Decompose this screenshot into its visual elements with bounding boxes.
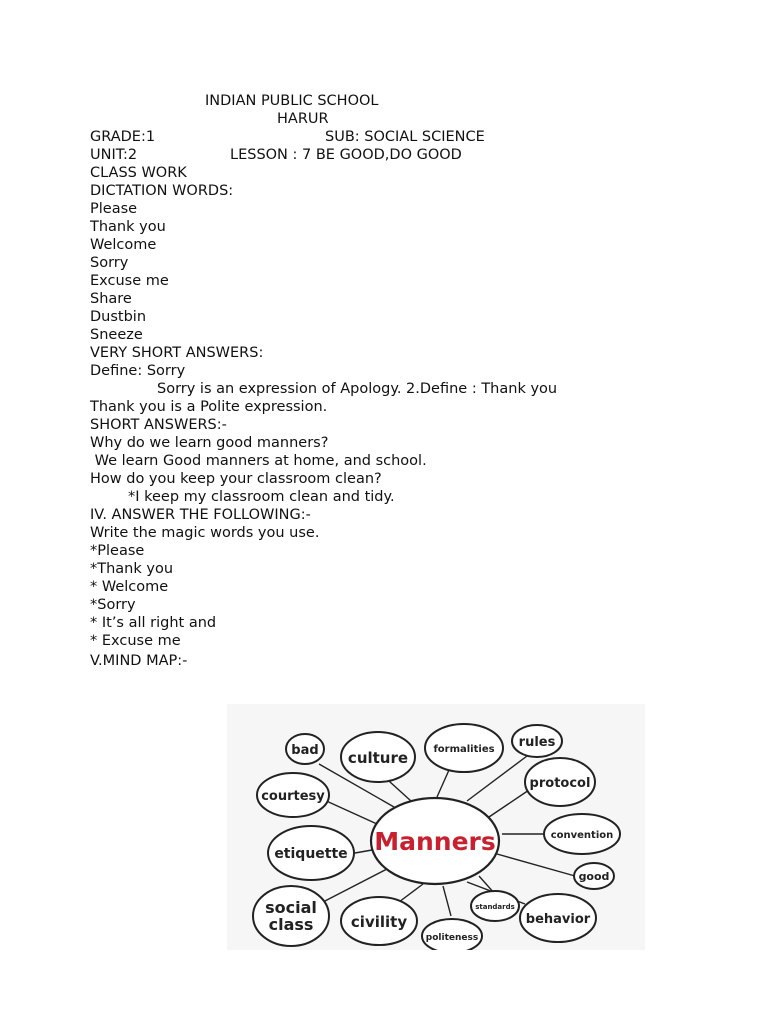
short-question: Why do we learn good manners? [90, 435, 329, 451]
mind-map-center-label: Manners [374, 827, 496, 856]
magic-word-item: * It’s all right and [90, 615, 217, 631]
dictation-word: Excuse me [90, 273, 169, 289]
mind-map-node-label: standards [475, 903, 515, 911]
mind-map-node-label: protocol [529, 776, 591, 791]
mind-map-node-label: culture [347, 749, 409, 767]
mind-map-image [227, 704, 645, 950]
magic-word-item: *Please [90, 543, 145, 559]
work-type-label: CLASS WORK [90, 165, 187, 181]
dictation-word: Thank you [90, 219, 166, 235]
very-short-heading: VERY SHORT ANSWERS: [90, 345, 264, 361]
answer-following-question: Write the magic words you use. [90, 525, 320, 541]
dictation-heading: DICTATION WORDS: [90, 183, 234, 199]
mind-map-heading: V.MIND MAP:- [90, 653, 188, 669]
dictation-word: Dustbin [90, 309, 147, 325]
very-short-question: Define: Sorry [90, 363, 186, 379]
short-question: How do you keep your classroom clean? [90, 471, 382, 487]
mind-map-node-label: civility [350, 913, 408, 931]
answer-following-heading: IV. ANSWER THE FOLLOWING:- [90, 507, 311, 523]
mind-map-diagram [227, 704, 645, 950]
short-answers-heading: SHORT ANSWERS:- [90, 417, 227, 433]
subject-label: SUB: SOCIAL SCIENCE [325, 129, 485, 145]
dictation-word: Sorry [90, 255, 129, 271]
very-short-answer: Sorry is an expression of Apology. 2.Define : Thank you [157, 381, 558, 397]
magic-word-item: *Thank you [90, 561, 174, 577]
mind-map-node-label: politeness [425, 933, 479, 943]
mind-map-node-label: rules [518, 735, 556, 750]
mind-map-node-label: formalities [433, 744, 495, 755]
mind-map-node-label: social [265, 898, 317, 917]
short-answer: *I keep my classroom clean and tidy. [128, 489, 395, 505]
school-name: INDIAN PUBLIC SCHOOL [205, 93, 379, 109]
mind-map-node-label: etiquette [274, 846, 348, 862]
dictation-word: Welcome [90, 237, 157, 253]
mind-map-node-label: behavior [525, 912, 591, 927]
mind-map-node-label: good [578, 870, 610, 883]
mind-map-node-label: class [268, 915, 314, 934]
magic-word-item: * Welcome [90, 579, 169, 595]
mind-map-node-label: convention [550, 830, 614, 841]
dictation-word: Share [90, 291, 132, 307]
short-answer: We learn Good manners at home, and school. [90, 453, 427, 469]
unit-label: UNIT:2 [90, 147, 138, 163]
school-town: HARUR [277, 111, 329, 127]
grade-label: GRADE:1 [90, 129, 156, 145]
mind-map-node-label: courtesy [261, 789, 325, 804]
dictation-word: Sneeze [90, 327, 143, 343]
magic-word-item: * Excuse me [90, 633, 181, 649]
mind-map-node-label: bad [291, 743, 319, 758]
lesson-label: LESSON : 7 BE GOOD,DO GOOD [230, 147, 462, 163]
magic-word-item: *Sorry [90, 597, 136, 613]
very-short-answer: Thank you is a Polite expression. [90, 399, 328, 415]
dictation-word: Please [90, 201, 138, 217]
